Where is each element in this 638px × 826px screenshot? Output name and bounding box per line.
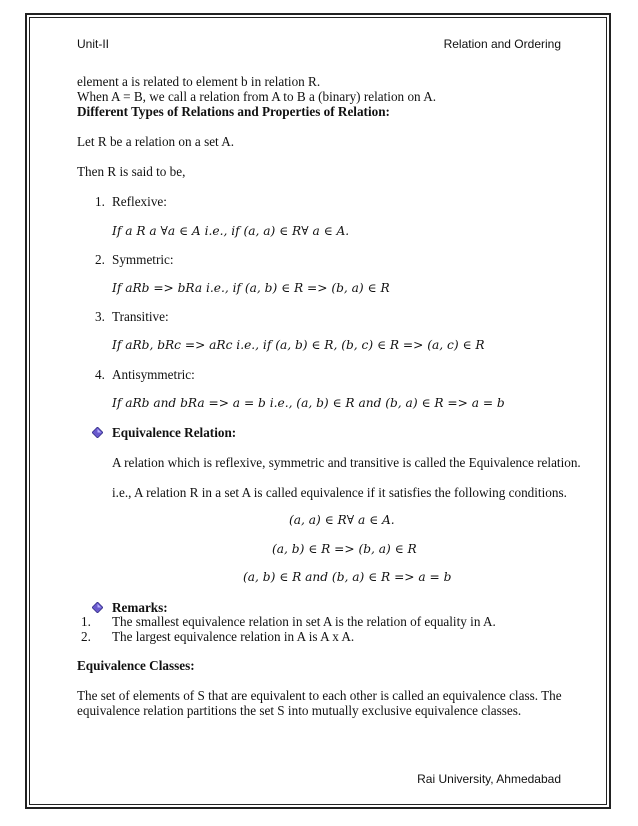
header-title: Relation and Ordering <box>443 37 561 51</box>
remarks-title: Remarks: <box>112 600 168 615</box>
property-formula: If aRb, bRc => aRc i.e., if (a, b) ∈ R, (b, c) ∈ R => (a, c) ∈ R <box>112 338 485 352</box>
remark-text: The smallest equivalence relation in set A is the relation of equality in A. <box>112 614 496 629</box>
equivalence-description: A relation which is reflexive, symmetric and transitive is called the Equivalence relation. <box>112 455 581 470</box>
property-formula: If a R a ∀a ∈ A i.e., if (a, a) ∈ R∀ a ∈ A. <box>112 224 350 238</box>
property-name: Reflexive: <box>112 194 167 209</box>
then-line: Then R is said to be, <box>77 164 186 179</box>
condition-symmetric: (a, b) ∈ R => (b, a) ∈ R <box>272 542 417 556</box>
remark-text: The largest equivalence relation in A is A x A. <box>112 629 355 644</box>
property-formula: If aRb and bRa => a = b i.e., (a, b) ∈ R and (b, a) ∈ R => a = b <box>112 396 505 410</box>
property-name: Transitive: <box>112 309 169 324</box>
let-line: Let R be a relation on a set A. <box>77 134 235 149</box>
footer-university: Rai University, Ahmedabad <box>417 772 561 786</box>
classes-line-2: equivalence relation partitions the set S into mutually exclusive equivalence classes. <box>77 703 522 718</box>
property-number: 4. <box>95 367 105 382</box>
equivalence-title: Equivalence Relation: <box>112 425 237 440</box>
property-formula: If aRb => bRa i.e., if (a, b) ∈ R => (b, a) ∈ R <box>112 281 390 295</box>
property-name: Antisymmetric: <box>112 367 195 382</box>
header-unit: Unit-II <box>77 37 110 51</box>
property-number: 2. <box>95 252 105 267</box>
equivalence-description-2: i.e., A relation R in a set A is called equivalence if it satisfies the following conditions. <box>112 485 567 500</box>
diamond-bullet-icon <box>92 427 103 438</box>
property-number: 1. <box>95 194 105 209</box>
property-number: 3. <box>95 309 105 324</box>
condition-antisymmetric: (a, b) ∈ R and (b, a) ∈ R => a = b <box>243 570 452 584</box>
remark-number: 2. <box>81 629 91 644</box>
property-name: Symmetric: <box>112 252 174 267</box>
section-title: Different Types of Relations and Properties of Relation: <box>77 104 390 119</box>
classes-title: Equivalence Classes: <box>77 658 195 673</box>
condition-reflexive: (a, a) ∈ R∀ a ∈ A. <box>289 513 395 527</box>
diamond-bullet-icon <box>92 602 103 613</box>
intro-line-1: element a is related to element b in relation R. <box>77 74 321 89</box>
intro-line-2: When A = B, we call a relation from A to B a (binary) relation on A. <box>77 89 437 104</box>
remark-number: 1. <box>81 614 91 629</box>
classes-line-1: The set of elements of S that are equivalent to each other is called an equivalence class. The <box>77 688 562 703</box>
